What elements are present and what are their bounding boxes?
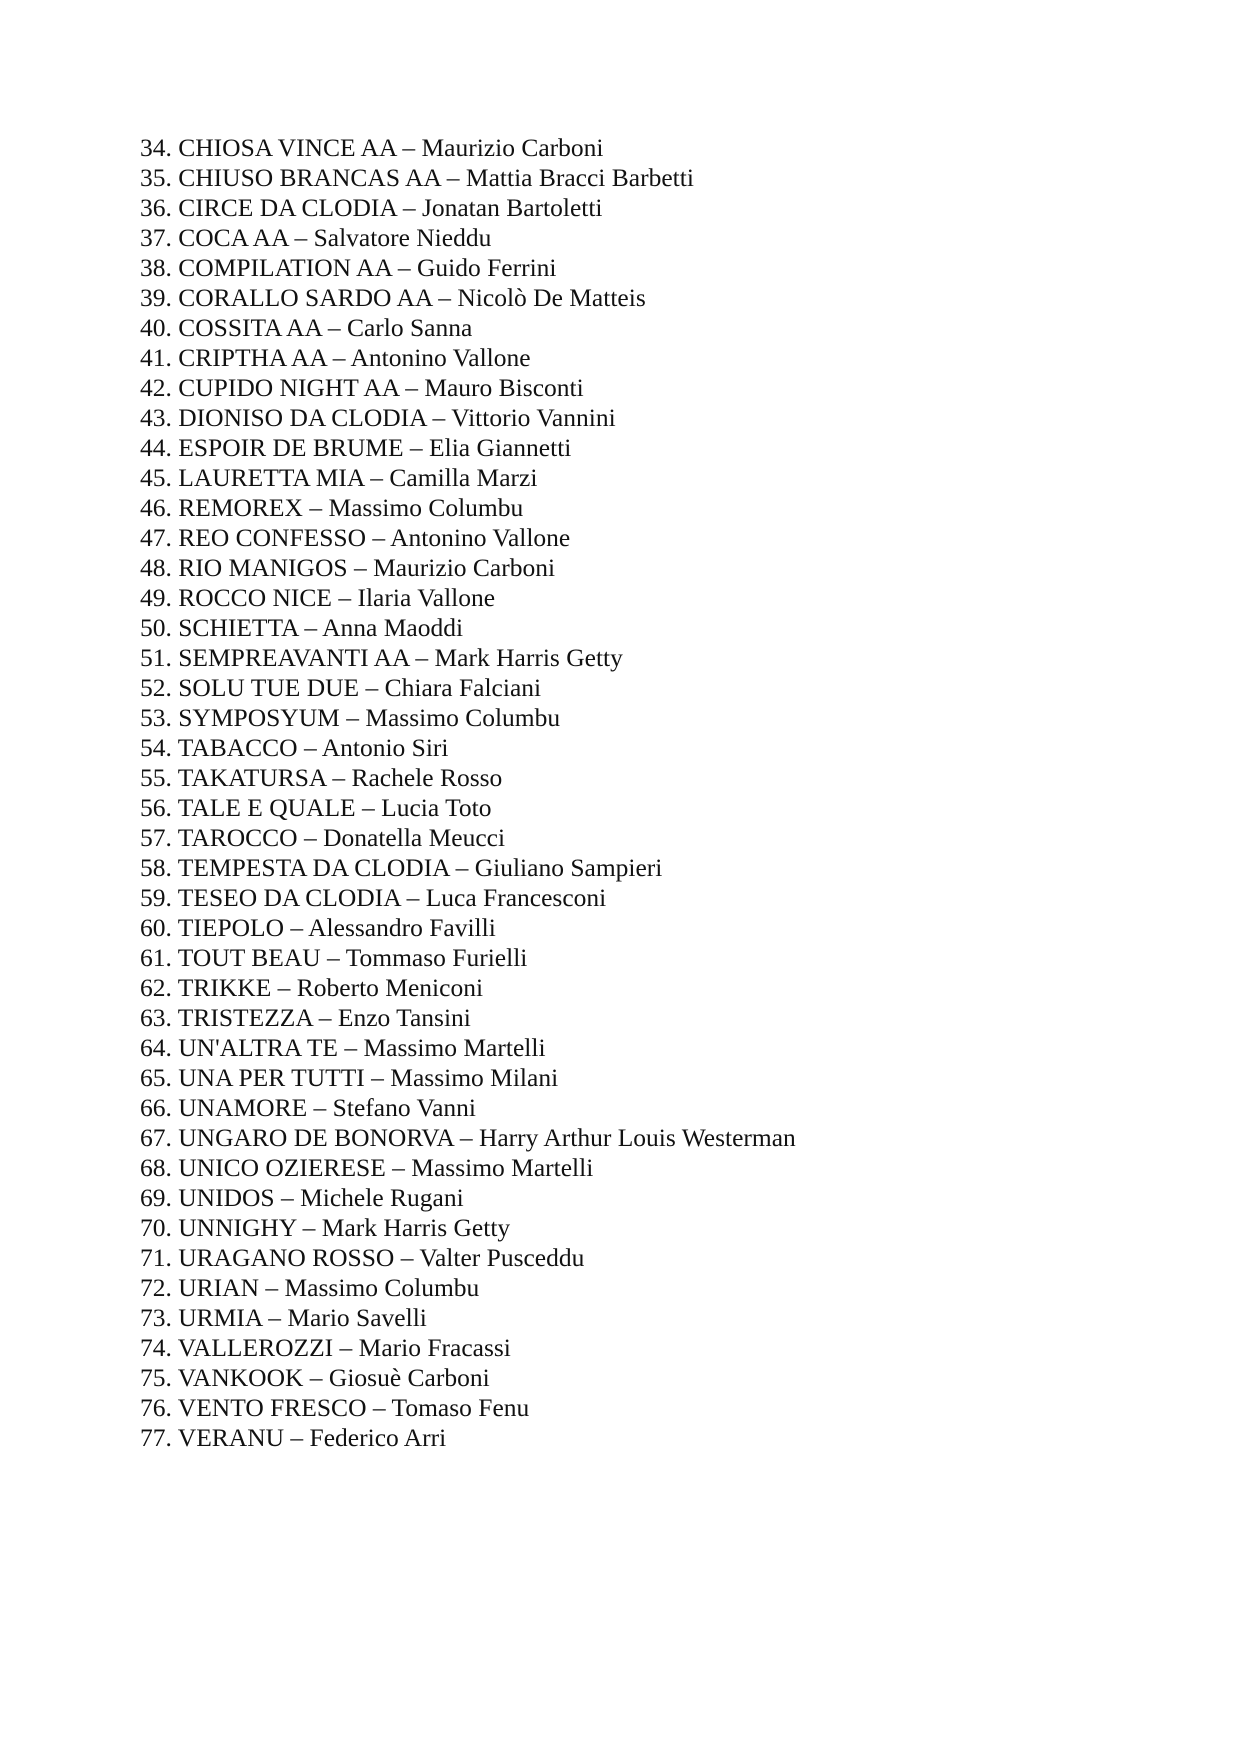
list-item	[140, 1363, 796, 1393]
horse-name: CUPIDO NIGHT AA	[178, 373, 399, 402]
separator: –	[409, 433, 423, 462]
list-item	[140, 163, 796, 193]
horse-name: URIAN	[178, 1273, 259, 1302]
separator: –	[303, 823, 317, 852]
separator: –	[346, 703, 359, 732]
rider-name: Anna Maoddi	[322, 613, 464, 642]
list-item	[140, 193, 796, 223]
entry-number: 73.	[140, 1303, 172, 1332]
separator: –	[318, 1003, 332, 1032]
horse-name: SYMPOSYUM	[178, 703, 340, 732]
rider-name: Giuliano Sampieri	[474, 853, 663, 882]
horse-name: UNGARO DE BONORVA	[178, 1123, 454, 1152]
list-item	[140, 703, 796, 733]
horse-name: UN'ALTRA TE	[178, 1033, 338, 1062]
entry-number: 51.	[140, 643, 172, 672]
rider-name: Mario Fracassi	[358, 1333, 511, 1362]
horse-name: CIRCE DA CLODIA	[178, 193, 397, 222]
horse-name: UNAMORE	[178, 1093, 308, 1122]
separator: –	[397, 253, 411, 282]
horse-name: URAGANO ROSSO	[178, 1243, 395, 1272]
rider-name: Rachele Rosso	[351, 763, 503, 792]
rider-name: Vittorio Vannini	[451, 403, 616, 432]
entry-number: 38.	[140, 253, 172, 282]
rider-name: Massimo Martelli	[411, 1153, 594, 1182]
entry-list	[140, 133, 796, 1453]
separator: –	[402, 133, 416, 162]
horse-name: TAKATURSA	[177, 763, 326, 792]
entry-number: 67.	[140, 1123, 172, 1152]
horse-name: TOUT BEAU	[177, 943, 321, 972]
list-item	[140, 433, 796, 463]
entry-number: 57.	[140, 823, 172, 852]
list-item	[140, 1213, 796, 1243]
entry-number: 34.	[140, 133, 172, 162]
separator: –	[304, 613, 318, 642]
horse-name: TESEO DA CLODIA	[177, 883, 401, 912]
list-item	[140, 1333, 796, 1363]
entry-number: 63.	[140, 1003, 172, 1032]
entry-number: 70.	[140, 1213, 172, 1242]
list-item	[140, 853, 796, 883]
list-item	[140, 943, 796, 973]
separator: –	[344, 1033, 358, 1062]
separator: –	[455, 853, 469, 882]
list-item	[140, 1033, 796, 1063]
horse-name: TIEPOLO	[177, 913, 285, 942]
separator: –	[332, 343, 346, 372]
separator: –	[362, 793, 375, 822]
entry-number: 40.	[140, 313, 172, 342]
separator: –	[327, 943, 340, 972]
list-item	[140, 1243, 796, 1273]
rider-name: Massimo Milani	[390, 1063, 559, 1092]
entry-number: 66.	[140, 1093, 172, 1122]
separator: –	[432, 403, 446, 432]
separator: –	[313, 1093, 327, 1122]
horse-name: UNNIGHY	[178, 1213, 297, 1242]
list-item	[140, 1063, 796, 1093]
entry-number: 56.	[140, 793, 172, 822]
entry-number: 53.	[140, 703, 172, 732]
horse-name: ROCCO NICE	[178, 583, 332, 612]
rider-name: Mauro Bisconti	[424, 373, 584, 402]
entry-number: 36.	[140, 193, 172, 222]
list-item	[140, 1123, 796, 1153]
rider-name: Maurizio Carboni	[421, 133, 604, 162]
list-item	[140, 973, 796, 1003]
rider-name: Salvatore Nieddu	[313, 223, 492, 252]
rider-name: Alessandro Favilli	[308, 913, 496, 942]
horse-name: TRISTEZZA	[177, 1003, 313, 1032]
rider-name: Mattia Bracci Barbetti	[465, 163, 694, 192]
separator: –	[280, 1183, 294, 1212]
separator: –	[415, 643, 429, 672]
separator: –	[339, 1333, 353, 1362]
list-item	[140, 403, 796, 433]
rider-name: Antonino Vallone	[350, 343, 531, 372]
horse-name: VALLEROZZI	[177, 1333, 334, 1362]
rider-name: Massimo Columbu	[284, 1273, 480, 1302]
entry-number: 44.	[140, 433, 172, 462]
horse-name: REMOREX	[178, 493, 303, 522]
separator: –	[459, 1123, 473, 1152]
horse-name: VERANU	[177, 1423, 285, 1452]
separator: –	[268, 1303, 281, 1332]
entry-number: 48.	[140, 553, 172, 582]
horse-name: SOLU TUE DUE	[178, 673, 360, 702]
horse-name: ESPOIR DE BRUME	[178, 433, 404, 462]
entry-number: 61.	[140, 943, 172, 972]
entry-number: 65.	[140, 1063, 172, 1092]
entry-number: 35.	[140, 163, 172, 192]
list-item	[140, 343, 796, 373]
list-item	[140, 583, 796, 613]
separator: –	[332, 763, 346, 792]
separator: –	[294, 223, 308, 252]
entry-number: 43.	[140, 403, 172, 432]
entry-number: 62.	[140, 973, 172, 1002]
list-item	[140, 823, 796, 853]
entry-number: 74.	[140, 1333, 172, 1362]
entry-number: 77.	[140, 1423, 172, 1452]
rider-name: Mark Harris Getty	[321, 1213, 511, 1242]
list-item	[140, 763, 796, 793]
horse-name: TRIKKE	[177, 973, 272, 1002]
list-item	[140, 493, 796, 523]
list-item	[140, 1003, 796, 1033]
list-item	[140, 1303, 796, 1333]
rider-name: Ilaria Vallone	[357, 583, 496, 612]
list-item	[140, 1153, 796, 1183]
rider-name: Massimo Columbu	[328, 493, 524, 522]
horse-name: TABACCO	[177, 733, 298, 762]
rider-name: Chiara Falciani	[384, 673, 542, 702]
entry-number: 60.	[140, 913, 172, 942]
horse-name: CHIOSA VINCE AA	[178, 133, 396, 162]
rider-name: Massimo Martelli	[363, 1033, 546, 1062]
list-item	[140, 1093, 796, 1123]
rider-name: Nicolò De Matteis	[457, 283, 646, 312]
separator: –	[265, 1273, 279, 1302]
separator: –	[309, 1363, 323, 1392]
separator: –	[372, 1393, 386, 1422]
list-item	[140, 253, 796, 283]
separator: –	[438, 283, 451, 312]
horse-name: TAROCCO	[177, 823, 298, 852]
horse-name: SCHIETTA	[178, 613, 299, 642]
entry-number: 39.	[140, 283, 172, 312]
separator: –	[338, 583, 352, 612]
separator: –	[277, 973, 291, 1002]
rider-name: Massimo Columbu	[365, 703, 561, 732]
separator: –	[302, 1213, 316, 1242]
list-item	[140, 883, 796, 913]
separator: –	[327, 313, 341, 342]
separator: –	[370, 463, 384, 492]
list-item	[140, 1393, 796, 1423]
entry-number: 46.	[140, 493, 172, 522]
horse-name: COCA AA	[178, 223, 289, 252]
horse-name: TALE E QUALE	[177, 793, 356, 822]
horse-name: SEMPREAVANTI AA	[178, 643, 409, 672]
list-item	[140, 463, 796, 493]
rider-name: Tommaso Furielli	[345, 943, 528, 972]
entry-number: 45.	[140, 463, 172, 492]
entry-number: 54.	[140, 733, 172, 762]
horse-name: UNA PER TUTTI	[178, 1063, 365, 1092]
separator: –	[365, 673, 379, 702]
rider-name: Roberto Meniconi	[296, 973, 484, 1002]
rider-name: Elia Giannetti	[429, 433, 572, 462]
horse-name: LAURETTA MIA	[178, 463, 364, 492]
horse-name: DIONISO DA CLODIA	[178, 403, 427, 432]
rider-name: Valter Pusceddu	[419, 1243, 585, 1272]
rider-name: Mario Savelli	[287, 1303, 427, 1332]
rider-name: Michele Rugani	[300, 1183, 464, 1212]
rider-name: Enzo Tansini	[337, 1003, 471, 1032]
entry-number: 41.	[140, 343, 172, 372]
horse-name: TEMPESTA DA CLODIA	[177, 853, 450, 882]
horse-name: CHIUSO BRANCAS AA	[178, 163, 441, 192]
list-item	[140, 1423, 796, 1453]
list-item	[140, 223, 796, 253]
rider-name: Federico Arri	[309, 1423, 447, 1452]
rider-name: Camilla Marzi	[389, 463, 538, 492]
rider-name: Harry Arthur Louis Westerman	[478, 1123, 796, 1152]
separator: –	[309, 493, 323, 522]
list-item	[140, 913, 796, 943]
horse-name: RIO MANIGOS	[178, 553, 348, 582]
rider-name: Antonio Siri	[321, 733, 449, 762]
rider-name: Lucia Toto	[381, 793, 492, 822]
horse-name: UNIDOS	[178, 1183, 275, 1212]
entry-number: 59.	[140, 883, 172, 912]
rider-name: Luca Francesconi	[425, 883, 607, 912]
list-item	[140, 553, 796, 583]
separator: –	[303, 733, 317, 762]
horse-name: URMIA	[178, 1303, 262, 1332]
horse-name: REO CONFESSO	[178, 523, 367, 552]
horse-name: CRIPTHA AA	[178, 343, 327, 372]
entry-number: 68.	[140, 1153, 172, 1182]
horse-name: VANKOOK	[177, 1363, 304, 1392]
entry-number: 50.	[140, 613, 172, 642]
entry-number: 76.	[140, 1393, 172, 1422]
separator: –	[371, 1063, 384, 1092]
list-item	[140, 613, 796, 643]
separator: –	[406, 883, 420, 912]
rider-name: Maurizio Carboni	[373, 553, 556, 582]
horse-name: COMPILATION AA	[178, 253, 392, 282]
list-item	[140, 643, 796, 673]
list-item	[140, 133, 796, 163]
entry-number: 75.	[140, 1363, 172, 1392]
entry-number: 55.	[140, 763, 172, 792]
horse-name: VENTO FRESCO	[177, 1393, 367, 1422]
horse-name: CORALLO SARDO AA	[178, 283, 432, 312]
rider-name: Giosuè Carboni	[328, 1363, 490, 1392]
horse-name: COSSITA AA	[178, 313, 322, 342]
list-item	[140, 1273, 796, 1303]
entry-number: 52.	[140, 673, 172, 702]
list-item	[140, 793, 796, 823]
entry-number: 37.	[140, 223, 172, 252]
list-item	[140, 373, 796, 403]
list-item	[140, 523, 796, 553]
entry-number: 47.	[140, 523, 172, 552]
separator: –	[402, 193, 416, 222]
entry-number: 71.	[140, 1243, 172, 1272]
entry-number: 64.	[140, 1033, 172, 1062]
entry-number: 49.	[140, 583, 172, 612]
list-item	[140, 733, 796, 763]
entry-number: 72.	[140, 1273, 172, 1302]
rider-name: Carlo Sanna	[346, 313, 473, 342]
entry-number: 42.	[140, 373, 172, 402]
separator: –	[372, 523, 386, 552]
rider-name: Guido Ferrini	[416, 253, 557, 282]
separator: –	[400, 1243, 414, 1272]
entry-number: 58.	[140, 853, 172, 882]
list-item	[140, 283, 796, 313]
rider-name: Jonatan Bartoletti	[421, 193, 603, 222]
list-item	[140, 313, 796, 343]
rider-name: Mark Harris Getty	[434, 643, 623, 672]
rider-name: Antonino Vallone	[390, 523, 571, 552]
rider-name: Donatella Meucci	[323, 823, 506, 852]
horse-name: UNICO OZIERESE	[178, 1153, 386, 1182]
list-item	[140, 673, 796, 703]
separator: –	[446, 163, 460, 192]
separator: –	[392, 1153, 405, 1182]
rider-name: Stefano Vanni	[332, 1093, 476, 1122]
separator: –	[290, 1423, 304, 1452]
entry-number: 69.	[140, 1183, 172, 1212]
rider-name: Tomaso Fenu	[391, 1393, 530, 1422]
separator: –	[290, 913, 304, 942]
list-item	[140, 1183, 796, 1213]
separator: –	[353, 553, 367, 582]
separator: –	[405, 373, 418, 402]
